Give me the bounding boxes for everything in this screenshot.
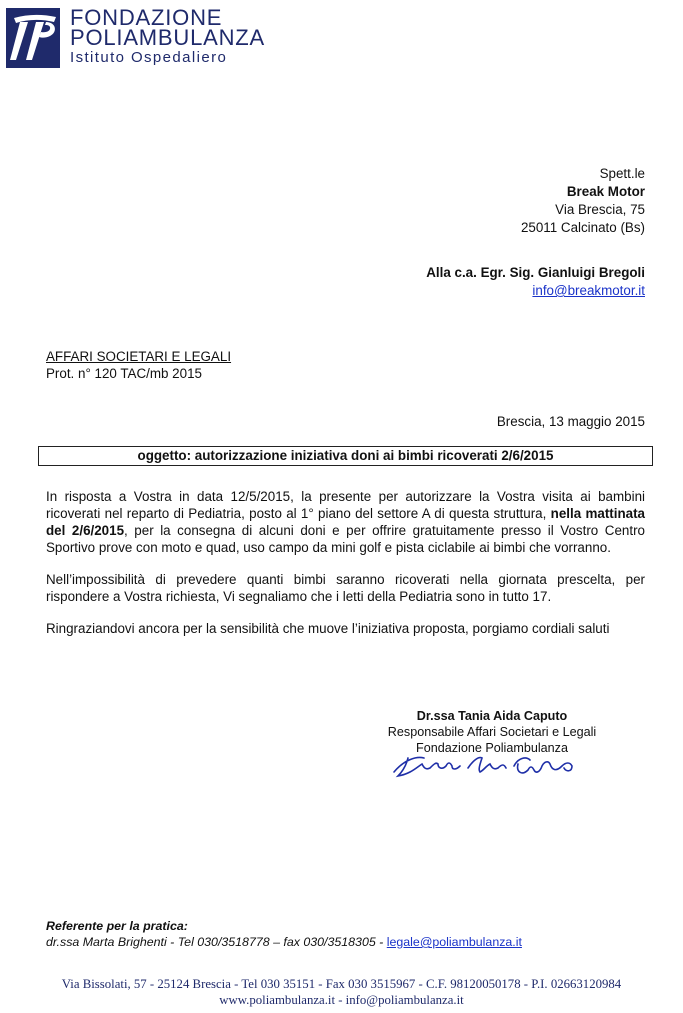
department-name: AFFARI SOCIETARI E LEGALI xyxy=(46,349,232,364)
letter-date: Brescia, 13 maggio 2015 xyxy=(496,414,645,429)
protocol-number: Prot. n° 120 TAC/mb 2015 xyxy=(46,366,202,381)
handwritten-signature xyxy=(390,750,580,780)
letterhead-text xyxy=(70,5,266,67)
body-p1-text-a: In risposta a Vostra in data 12/5/2015, la presente per autorizzare la Vostra visita ai bambini ricoverati nel reparto di Pediatria, posto al 1° piano del settore A di questa struttura, xyxy=(46,489,645,521)
org-subtitle: Istituto Ospedaliero xyxy=(70,49,228,66)
reference-contact: dr.ssa Marta Brighenti - Tel 030/3518778 – fax 030/3518305 - xyxy=(46,935,387,949)
recipient-company: Break Motor xyxy=(566,184,645,199)
recipient-city: 25011 Calcinato (Bs) xyxy=(520,220,645,235)
recipient-street: Via Brescia, 75 xyxy=(555,202,645,217)
body-paragraph-3: Ringraziandovi ancora per la sensibilità che muove l’iniziativa proposta, porgiamo cordiali saluti xyxy=(46,621,610,636)
recipient-address xyxy=(521,165,645,237)
body-p1-text-b: , per la consegna di alcuni doni e per offrire gratuitamente presso il Vostro Centro Sportivo prove con moto e quad, uso campo da mini golf e pista ciclabile ai bimbi che vorranno. xyxy=(46,523,645,555)
org-name-line1: FONDAZIONE xyxy=(70,5,223,30)
reference-label: Referente per la pratica: xyxy=(46,919,188,933)
signature-block xyxy=(372,708,612,756)
attention-line: Alla c.a. Egr. Sig. Gianluigi Bregoli xyxy=(426,265,645,280)
footer-address: Via Bissolati, 57 - 25124 Brescia - Tel 030 35151 - Fax 030 3515967 - C.F. 98120050178 - P.I. 02663120984 xyxy=(61,977,622,991)
recipient-salutation: Spett.le xyxy=(599,166,645,181)
org-name-line2: POLIAMBULANZA xyxy=(70,25,266,50)
poliambulanza-logo-icon xyxy=(6,8,60,68)
body-paragraph-2: Nell’impossibilità di prevedere quanti bimbi saranno ricoverati nella giornata prescelta, per rispondere a Vostra richiesta, Vi segnaliamo che i letti della Pediatria sono in tutto 17. xyxy=(46,572,645,604)
reference-contact-line xyxy=(46,934,522,950)
attention-block xyxy=(426,264,645,300)
body-paragraph-1 xyxy=(46,488,645,556)
department-block xyxy=(46,348,231,382)
recipient-email-link[interactable]: info@breakmotor.it xyxy=(532,283,645,298)
signatory-name: Dr.ssa Tania Aida Caputo xyxy=(416,709,568,723)
reference-email-link[interactable]: legale@poliambulanza.it xyxy=(386,935,522,949)
letter-body xyxy=(46,488,645,652)
signatory-role: Responsabile Affari Societari e Legali xyxy=(387,725,597,739)
subject-box: oggetto: autorizzazione iniziativa doni ai bimbi ricoverati 2/6/2015 xyxy=(38,446,653,466)
footer-web: www.poliambulanza.it - info@poliambulanza.it xyxy=(219,993,464,1007)
reference-block xyxy=(46,918,522,950)
page-footer xyxy=(0,976,683,1008)
letterhead-logo xyxy=(6,5,266,72)
signatory-organization: Fondazione Poliambulanza xyxy=(416,741,568,755)
body-p1-bold: nella mattinata del 2/6/2015 xyxy=(46,506,646,538)
